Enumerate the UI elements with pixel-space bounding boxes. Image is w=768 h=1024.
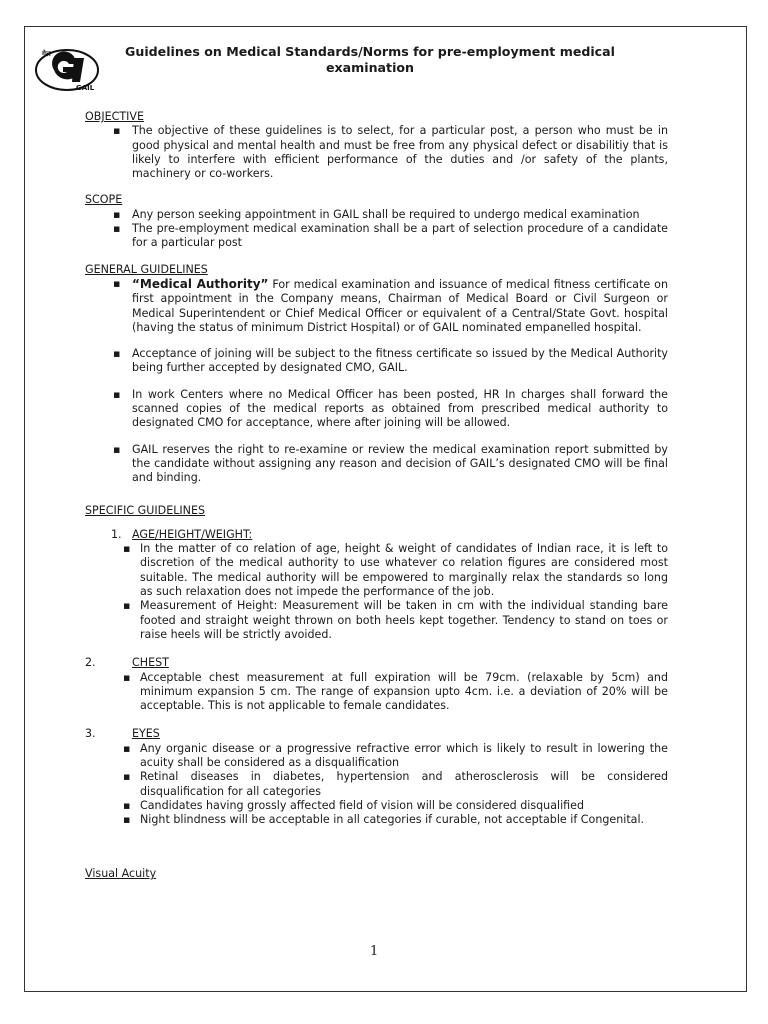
medical-authority-term: “Medical Authority” [132, 276, 269, 291]
objective-heading: OBJECTIVE [85, 110, 145, 123]
document-body [85, 110, 668, 894]
chest-heading: CHEST [132, 656, 169, 670]
eyes-item: ▪ Candidates having grossly affected field of vision will be considered disqualified [85, 799, 668, 813]
medical-authority-definition: For medical examination and issuance of medical fitness certificate on first appointment in the Company means, Chairman of Medical Board or Civil Surgeon or Medical Superintendent or Chief Medical Officer or equivalent of a Central/State Govt. hospital (having the status of minimum District Hospital) or of GAIL nominated empanelled hospital. [132, 277, 668, 334]
eyes-heading: EYES [132, 727, 160, 741]
general-section [85, 263, 668, 486]
specific-section [85, 504, 668, 882]
objective-section [85, 110, 668, 181]
age-heading: AGE/HEIGHT/WEIGHT: [132, 527, 253, 541]
visual-acuity-heading: Visual Acuity [85, 867, 157, 881]
eyes-number: 3. [85, 727, 96, 741]
logo-bottom-text: GAIL [76, 84, 95, 92]
scope-item: ▪ The pre-employment medical examination shall be a part of selection procedure of a candidate for a particular post [85, 222, 668, 251]
chest-item: ▪ Acceptable chest measurement at full expiration will be 79cm. (relaxable by 5cm) and minimum expansion 5 cm. The range of expansion upto 4cm. i.e. a deviation of 20% will be acceptable. This is not applicable to female candidates. [85, 671, 668, 714]
chest-subsection [85, 656, 668, 713]
eyes-subsection [85, 727, 668, 827]
scope-heading: SCOPE [85, 193, 123, 207]
page-number: 1 [370, 944, 379, 959]
eyes-item: ▪ Night blindness will be acceptable in all categories if curable, not acceptable if Congenital. [85, 813, 668, 827]
chest-number: 2. [85, 656, 96, 670]
general-item-medical-authority [85, 277, 668, 335]
age-subsection [85, 528, 668, 642]
general-heading: GENERAL GUIDELINES [85, 262, 208, 276]
gail-logo [34, 44, 100, 92]
age-item: ▪ Measurement of Height: Measurement will be taken in cm with the individual standing bare footed and straight weight thrown on both heels kept together. Tendency to stand on toes or raise heels will be strictly avoided. [85, 599, 668, 642]
objective-item: ▪ The objective of these guidelines is to select, for a particular post, a person who must be in good physical and mental health and must be free from any physical defect or disabilitiy that is likely to interfere with efficient performance of the duties and /or safety of the plants, machinery or co-workers. [85, 124, 668, 181]
general-item: ▪ GAIL reserves the right to re-examine or review the medical examination report submitted by the candidate without assigning any reason and decision of GAIL’s designated CMO will be final and binding. [85, 443, 668, 486]
eyes-item: ▪ Retinal diseases in diabetes, hypertension and atherosclerosis will be considered disqualification for all categories [85, 770, 668, 799]
scope-item: ▪ Any person seeking appointment in GAIL shall be required to undergo medical examination [85, 208, 668, 222]
specific-heading: SPECIFIC GUIDELINES [85, 503, 206, 517]
age-item: ▪ In the matter of co relation of age, height & weight of candidates of Indian race, it is left to discretion of the medical authority to use whatever co relation figures are considered most suitable. The medical authority will be empowered to marginally relax the standards so long as such relaxation does not impede the performance of the job. [85, 542, 668, 599]
eyes-item: ▪ Any organic disease or a progressive refractive error which is likely to result in lowering the acuity shall be considered as a disqualification [85, 742, 668, 771]
age-number: 1. [111, 527, 122, 541]
general-item: ▪ Acceptance of joining will be subject to the fitness certificate so issued by the Medical Authority being further accepted by designated CMO, GAIL. [85, 347, 668, 376]
general-item: ▪ In work Centers where no Medical Officer has been posted, HR In charges shall forward the scanned copies of the medical reports as obtained from prescribed medical authority to designated CMO for acceptance, where after joining will be allowed. [85, 388, 668, 431]
logo-top-text: गेल [42, 50, 51, 58]
document-title: Guidelines on Medical Standards/Norms for pre-employment medical examination [125, 44, 615, 75]
scope-section [85, 193, 668, 250]
